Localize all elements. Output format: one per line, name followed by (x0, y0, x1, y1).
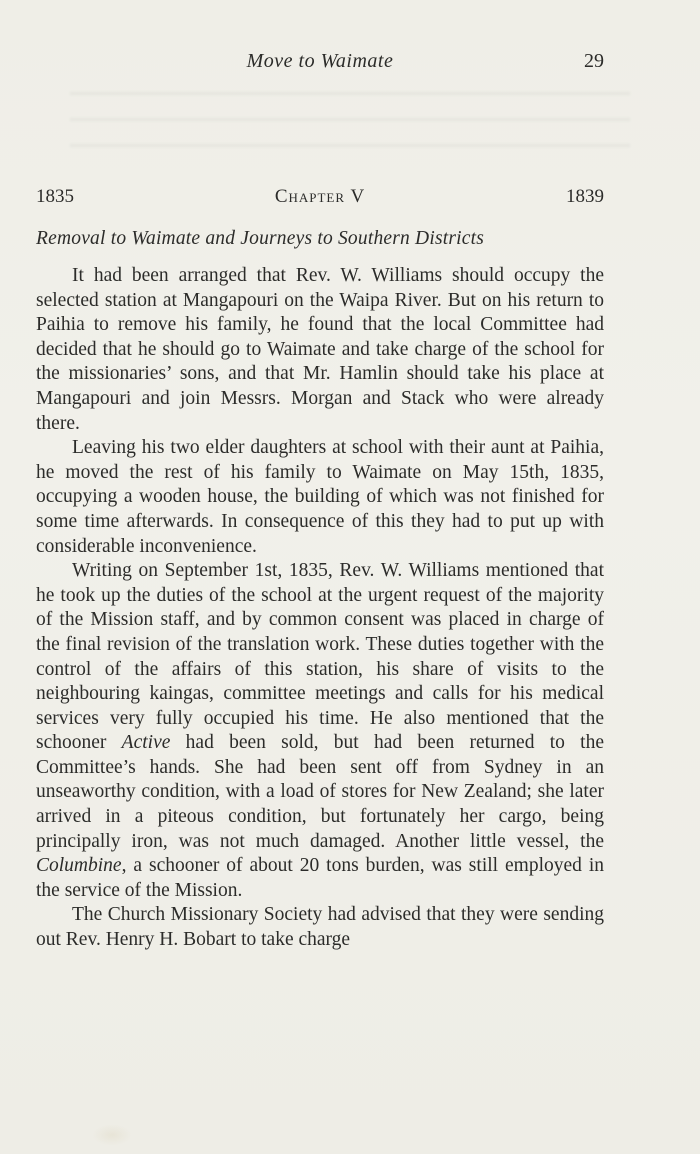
paragraph: It had been arranged that Rev. W. Williams should occupy the selected station at Mangapouri on the Waipa River. But on his return to Paihia to remove his family, he found that the local Committee had decided that he should go to Waimate and take charge of the school for the missionaries’ sons, and that Mr. Hamlin should take his place at Mangapouri and join Messrs. Morgan and Stack who were already there. (36, 265, 604, 434)
paragraph: Leaving his two elder daughters at school with their aunt at Paihia, he moved the rest of his family to Waimate on May 15th, 1835, occupying a wooden house, the building of which was not finished for some time afterwards. In consequence of this they had to put up with considerable inconvenience. (36, 437, 604, 557)
paragraph (36, 559, 604, 903)
chapter-label: Chapter V (274, 186, 366, 207)
paragraph-text: Writing on September 1st, 1835, Rev. W. Williams mentioned that he took up the duties of the school at the urgent request of the majority of the Mission staff, and by common consent was placed in charge of the final revision of the translation work. These duties together with the control of the affairs of this station, his share of visits to the neighbouring kaingas, committee meetings and calls for his medical services very fully occupied his time. He also mentioned that the schooner (36, 560, 604, 754)
body-text (36, 264, 604, 953)
show-through-text (70, 92, 630, 152)
running-title: Move to Waimate (246, 50, 394, 72)
paragraph-text: had been sold, but had been returned to the Committee’s hands. She had been sent off from Sydney in an unseaworthy condition, with a load of stores for New Zealand; she later arrived in a piteous condition, but fortunately her cargo, being principally iron, was not much damaged. Another little vessel, the (36, 732, 604, 852)
ship-name: Columbine (36, 855, 122, 877)
paragraph: The Church Missionary Society had advised that they were sending out Rev. Henry H. Bobart to take charge (36, 904, 604, 951)
paper-stain (92, 1124, 132, 1146)
chapter-subtitle: Removal to Waimate and Journeys to Southern Districts (36, 228, 485, 249)
page-number: 29 (584, 50, 604, 72)
running-head (36, 50, 604, 78)
chapter-year-end: 1839 (566, 186, 604, 207)
chapter-year-start: 1835 (36, 186, 74, 207)
chapter-heading (36, 186, 604, 212)
paragraph-text: , a schooner of about 20 tons burden, was still employed in the service of the Mission. (36, 855, 604, 901)
ship-name: Active (121, 732, 171, 754)
